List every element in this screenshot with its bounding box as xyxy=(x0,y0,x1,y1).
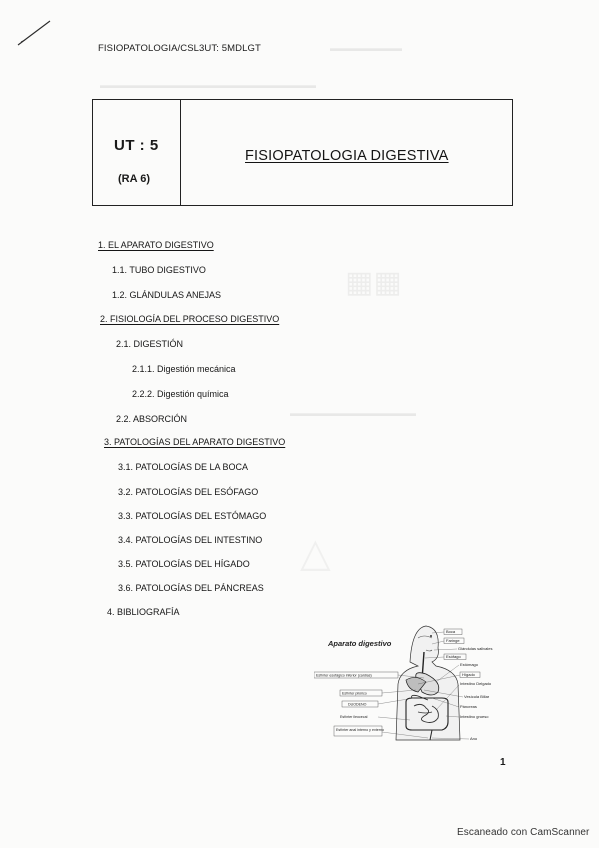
running-header: FISIOPATOLOGIA/CSL3UT: 5MDLGT xyxy=(98,43,261,54)
label-estomago: Estómago xyxy=(460,662,479,667)
scanned-page: FISIOPATOLOGIA/CSL3UT: 5MDLGT ▬▬▬▬▬▬▬▬ ▬▬▬▬▬▬▬▬▬▬▬▬▬▬▬▬▬▬▬▬▬▬▬▬ ▦▦ ▬▬▬▬▬▬▬▬▬▬▬▬▬▬ UT : 5 (RA 6) FISIOPATOLOGIA DIGESTIVA 1. EL APARATO DIGESTIVO 1.1. TUBO DIGESTIVO 1.2. GLÁNDULAS ANEJAS 2. FISIOLOGÍA DEL PROCESO DIGESTIVO 2.1. DIGESTIÓN 2.1.1. Digestión mecánica 2.2.2. Digestión química 2.2. ABSORCIÓN 3. PATOLOGÍAS DEL APARATO DIGESTIVO 3.1. PATOLOGÍAS DE LA BOCA 3.2. PATOLOGÍAS DEL ESÓFAGO 3.3. PATOLOGÍAS DEL ESTÓMAGO 3.4. PATOLOGÍAS DEL INTESTINO 3.5. PATOLOGÍAS DEL HÍGADO 3.6. PATOLOGÍAS DEL PÁNCREAS 4. BIBLIOGRAFÍA Aparato digestivo Boca Faringe Glándulas salivales Esófago Estómago Hígado Intestino Delgado Vesícula Biliar Páncreas Intestino grueso Ano Esfínter esofágico inferior (cardias) Esfínter pilórico DUODENO Esfínter ileocecal Esfínter anal interno y externo 1 Escaneado con CamScanner xyxy=(0,0,599,848)
toc-item: 2.1.1. Digestión mecánica xyxy=(132,364,236,374)
toc-item: 3. PATOLOGÍAS DEL APARATO DIGESTIVO xyxy=(104,437,286,447)
title-block xyxy=(92,99,513,206)
toc-item: 3.3. PATOLOGÍAS DEL ESTÓMAGO xyxy=(118,511,267,521)
learning-outcome-code: (RA 6) xyxy=(118,173,150,185)
label-higado: Hígado xyxy=(462,672,475,677)
label-ano: Ano xyxy=(470,736,478,741)
toc-item: 3.1. PATOLOGÍAS DE LA BOCA xyxy=(118,462,249,472)
toc-item: 2.2.2. Digestión química xyxy=(132,389,229,399)
digestive-system-illustration xyxy=(314,622,504,744)
toc-item: 1.1. TUBO DIGESTIVO xyxy=(112,265,206,275)
toc-item: 3.5. PATOLOGÍAS DEL HÍGADO xyxy=(118,559,250,569)
toc-item: 1. EL APARATO DIGESTIVO xyxy=(98,240,214,250)
label-faringe: Faringe xyxy=(446,638,460,643)
label-duodeno: DUODENO xyxy=(348,702,367,707)
unit-code: UT : 5 xyxy=(114,137,159,154)
label-boca: Boca xyxy=(446,629,456,634)
toc-item: 3.4. PATOLOGÍAS DEL INTESTINO xyxy=(118,535,263,545)
toc-item: 2. FISIOLOGÍA DEL PROCESO DIGESTIVO xyxy=(100,314,280,324)
digestive-system-diagram xyxy=(314,622,504,744)
toc-item: 2.2. ABSORCIÓN xyxy=(116,414,188,424)
label-esfinter-anal: Esfínter anal interno y externo xyxy=(336,728,384,732)
label-pancreas: Páncreas xyxy=(460,704,477,709)
label-esofago: Esófago xyxy=(446,654,461,659)
title-cell xyxy=(181,100,512,205)
label-intestino-grueso: Intestino grueso xyxy=(460,714,489,719)
label-intestino-delgado: Intestino Delgado xyxy=(460,681,492,686)
pen-mark xyxy=(16,18,52,48)
toc-item: 1.2. GLÁNDULAS ANEJAS xyxy=(112,290,222,300)
toc-item: 3.2. PATOLOGÍAS DEL ESÓFAGO xyxy=(118,487,259,497)
label-esfinter-pilorico: Esfínter pilórico xyxy=(342,691,367,696)
unit-cell xyxy=(93,100,181,205)
label-vesicula-biliar: Vesícula Biliar xyxy=(464,694,490,699)
page-number: 1 xyxy=(500,757,506,768)
toc-item: 4. BIBLIOGRAFÍA xyxy=(107,607,180,617)
label-glandulas-salivales: Glándulas salivales xyxy=(458,646,493,651)
label-esfinter-esofagico: Esfínter esofágico inferior (cardias) xyxy=(316,673,372,678)
toc-item: 3.6. PATOLOGÍAS DEL PÁNCREAS xyxy=(118,583,264,593)
toc-item: 2.1. DIGESTIÓN xyxy=(116,339,184,349)
label-esfinter-ileocecal: Esfínter ileocecal xyxy=(340,715,368,719)
scanner-watermark: Escaneado con CamScanner xyxy=(457,827,590,838)
diagram-title: Aparato digestivo xyxy=(328,639,392,648)
document-title: FISIOPATOLOGIA DIGESTIVA xyxy=(245,148,449,164)
